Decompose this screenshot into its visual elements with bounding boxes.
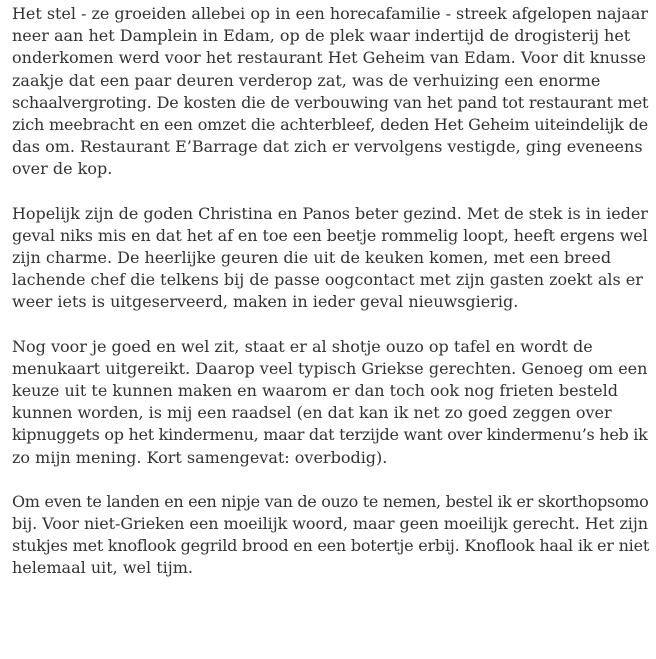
text-line: schaalvergroting. De kosten die de verbouwing van het pand tot restaurant met bbox=[12, 92, 649, 112]
text-line: lachende chef die telkens bij de passe oogcontact met zijn gasten zoekt als er bbox=[12, 270, 643, 290]
text-line: Nog voor je goed en wel zit, staat er al shotje ouzo op tafel en wordt de bbox=[12, 336, 593, 356]
text-line: weer iets is uitgeserveerd, maken in ieder geval nieuwsgierig. bbox=[12, 292, 519, 312]
text-line: zo mijn mening. Kort samengevat: overbodig). bbox=[12, 447, 388, 467]
text-line: zijn charme. De heerlijke geuren die uit de keuken komen, met een breed bbox=[12, 248, 612, 268]
text-line: bij. Voor niet-Grieken een moeilijk woord, maar geen moeilijk gerecht. Het zijn bbox=[12, 514, 648, 534]
text-line: zaakje dat een paar deuren verderop zat, was de verhuizing een enorme bbox=[12, 70, 601, 90]
text-line: Om even te landen en een nipje van de ouzo te nemen, bestel ik er skorthopsomo bbox=[12, 491, 649, 511]
paragraph-4 bbox=[12, 491, 648, 580]
text-line: Het stel - ze groeiden allebei op in een horecafamilie - streek afgelopen najaar bbox=[12, 4, 649, 23]
text-line: kipnuggets op het kindermenu, maar dat terzijde want over kindermenu’s heb ik bbox=[12, 425, 648, 445]
paragraph-1 bbox=[12, 3, 648, 181]
text-line: geval niks mis en dat het af en toe een beetje rommelig loopt, heeft ergens wel bbox=[12, 225, 648, 245]
text-line: zich meebracht en een omzet die achterbleef, deden Het Geheim uiteindelijk de bbox=[12, 115, 649, 135]
text-line: neer aan het Damplein in Edam, op de plek waar indertijd de drogisterij het bbox=[12, 26, 631, 46]
paragraph-2 bbox=[12, 203, 648, 314]
text-line: Hopelijk zijn de goden Christina en Panos beter gezind. Met de stek is in ieder bbox=[12, 203, 648, 223]
text-line: menukaart uitgereikt. Daarop veel typisch Griekse gerechten. Genoeg om een bbox=[12, 358, 648, 378]
text-line: helemaal uit, wel tijm. bbox=[12, 558, 193, 578]
text-line: das om. Restaurant E’Barrage dat zich er vervolgens vestigde, ging eveneens bbox=[12, 137, 643, 157]
text-line: over de kop. bbox=[12, 159, 113, 179]
text-line: keuze uit te kunnen maken en waarom er dan toch ook nog frieten besteld bbox=[12, 381, 619, 401]
text-line: onderkomen werd voor het restaurant Het Geheim van Edam. Voor dit knusse bbox=[12, 48, 646, 68]
text-line: kunnen worden, is mij een raadsel (en dat kan ik net zo goed zeggen over bbox=[12, 403, 612, 423]
paragraph-3 bbox=[12, 336, 648, 469]
text-line: stukjes met knoflook gegrild brood en een botertje erbij. Knoflook haal ik er niet bbox=[12, 536, 650, 556]
